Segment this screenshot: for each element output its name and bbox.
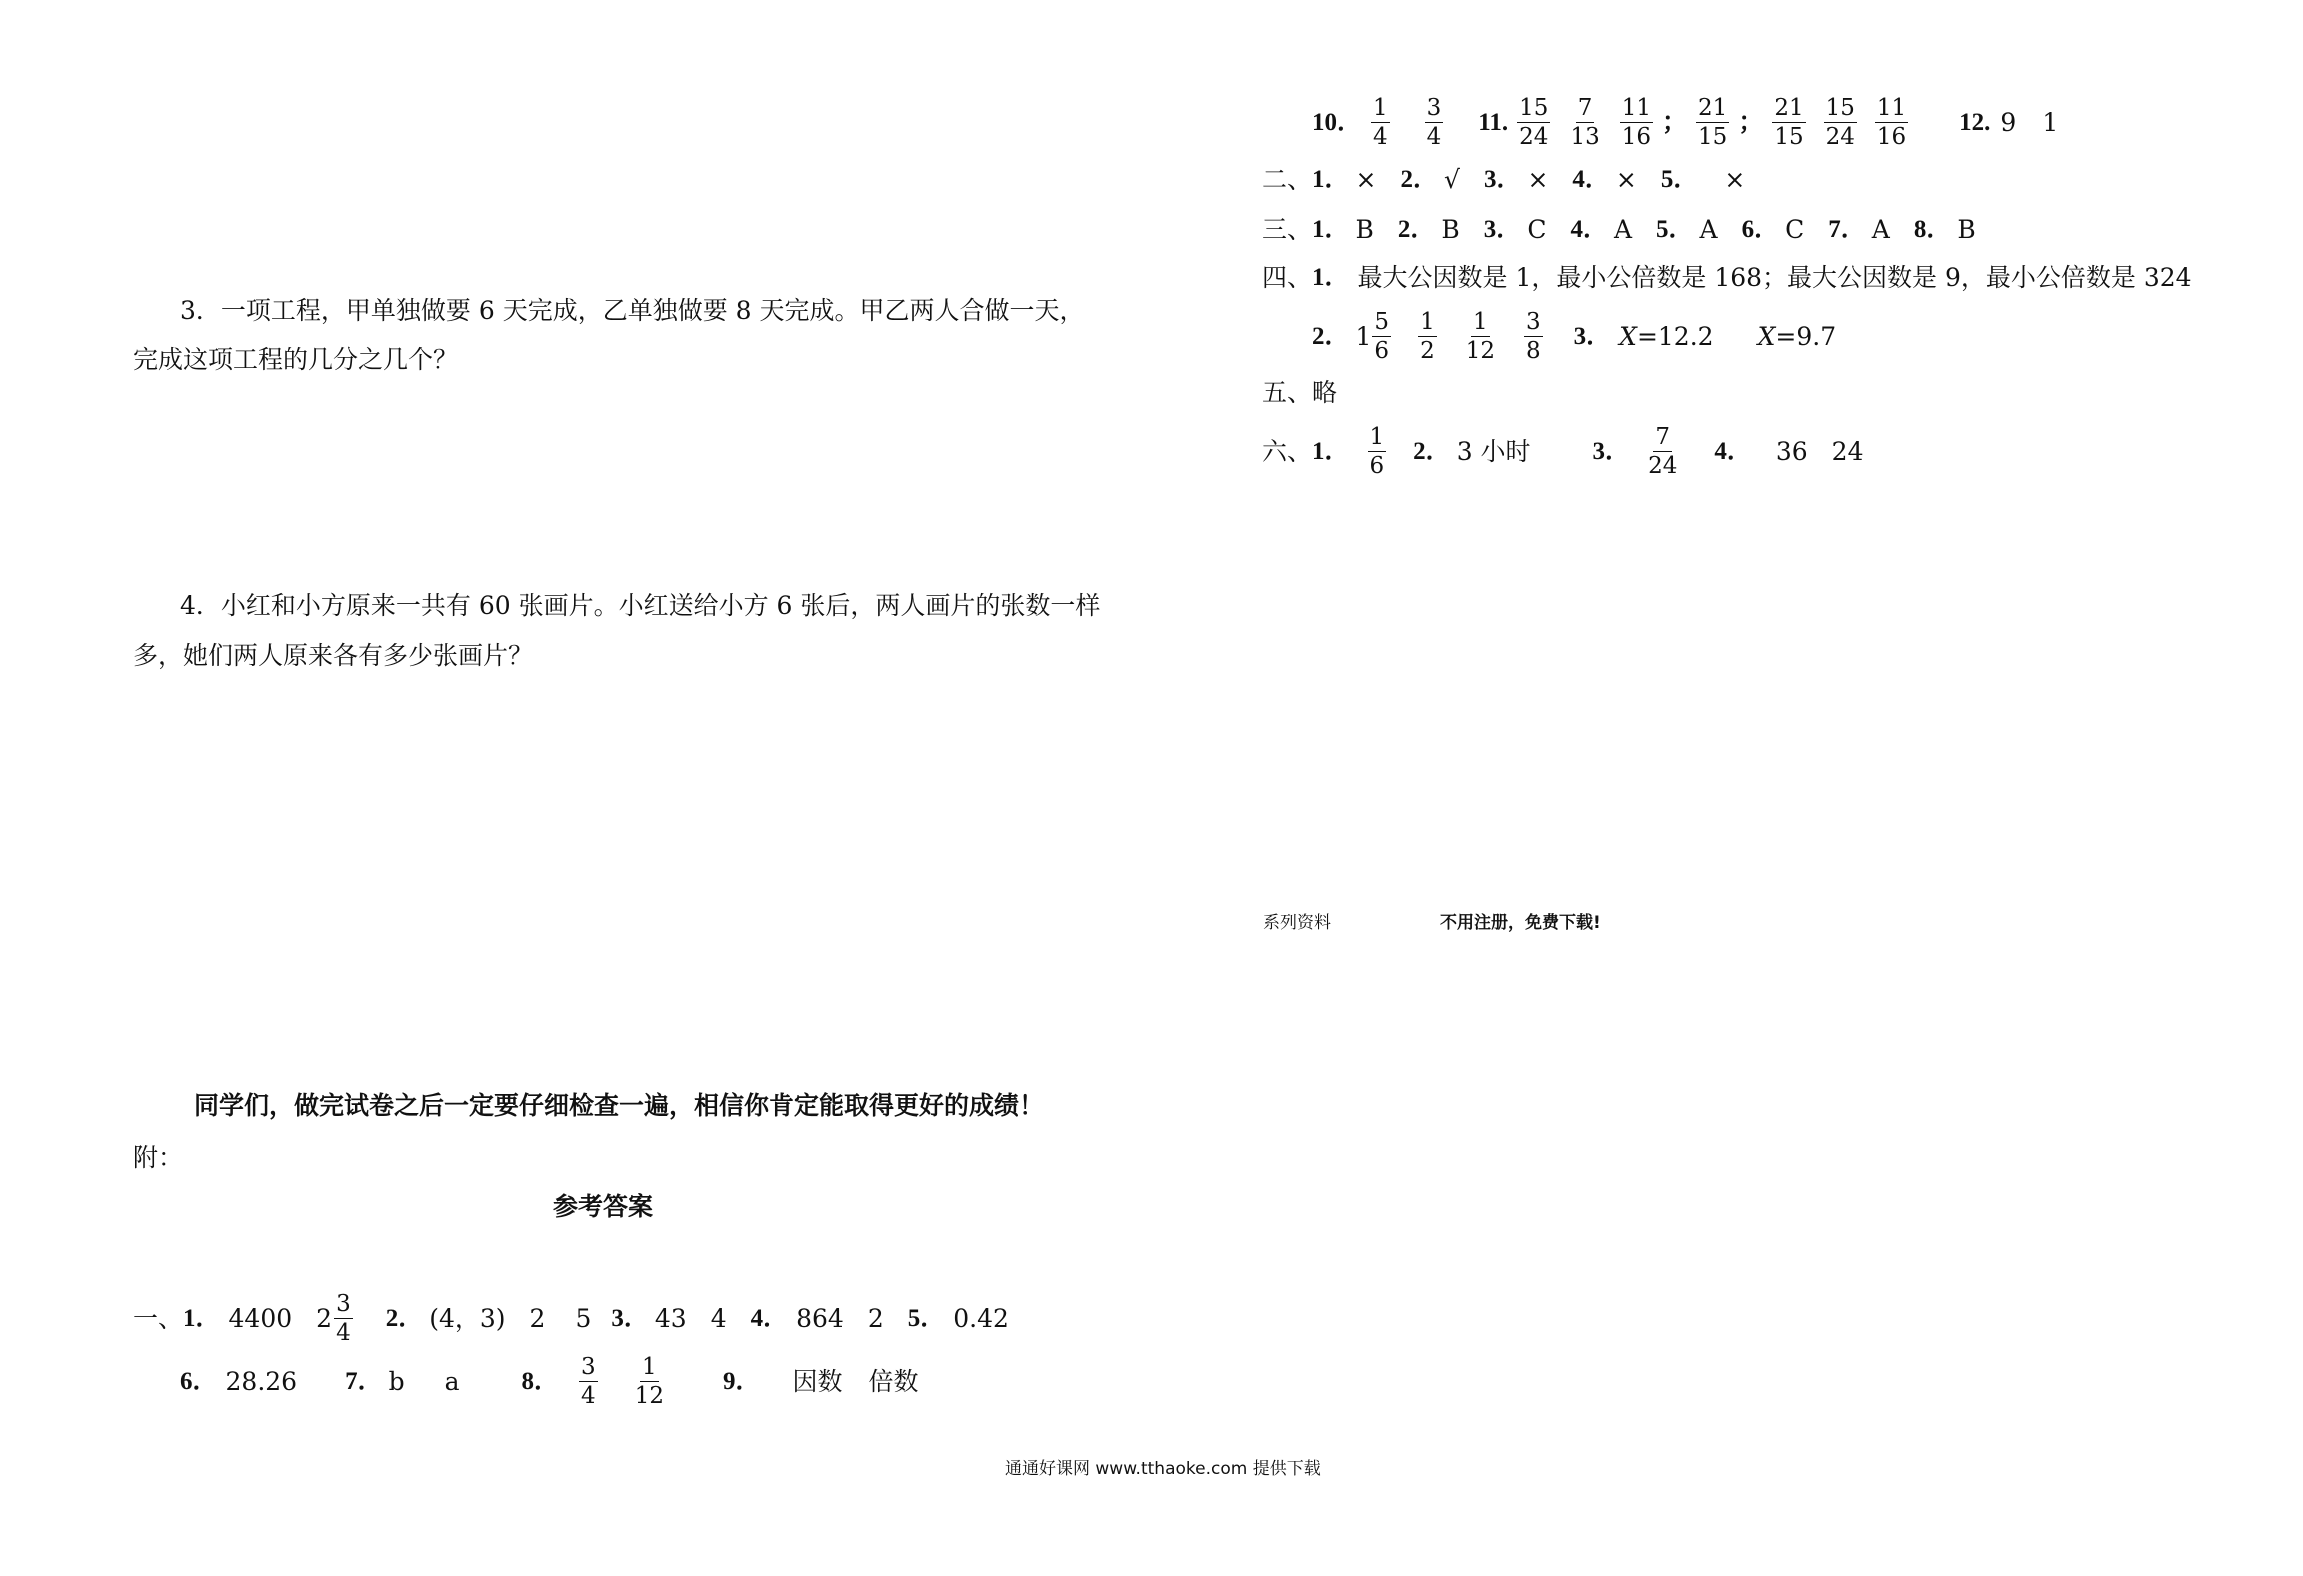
answer-value: A [1699,215,1718,244]
denominator: 12 [1465,338,1495,365]
fraction [1418,310,1437,363]
answer-value: 864 [796,1304,844,1334]
item-number: 2． [1400,166,1438,193]
answer-value: C [1527,215,1547,244]
item-number: 5． [1656,216,1694,243]
answer-section-6-row [1262,425,1863,478]
answer-section-2-row [1262,167,1745,192]
answer-value: 4 [710,1304,727,1334]
denominator: 4 [1426,124,1442,151]
numerator: 1 [1368,425,1387,452]
item-number: 11. [1478,109,1509,137]
separator: ； [1738,109,1764,137]
answer-key-title: 参考答案 [553,1192,654,1221]
denominator: 4 [1373,124,1388,151]
answer-value: 9 [2000,108,2017,138]
denominator: 8 [1525,338,1541,365]
denominator: 6 [1374,338,1390,365]
item-number: 6． [1741,216,1780,243]
numerator: 3 [1524,310,1543,337]
answer-value: × [1724,165,1746,194]
answer-value: 24 [1831,437,1864,467]
answer-value: 36 [1775,437,1808,467]
numerator: 1 [640,1355,659,1382]
fraction [1646,425,1679,478]
mixed-whole: 2 [316,1304,333,1334]
denominator: 4 [336,1320,351,1347]
answer-value: 43 [654,1304,687,1334]
answer-value: 3 小时 [1456,437,1531,467]
answer-value: 2 [867,1304,884,1334]
item-number: 3． [1573,323,1612,351]
answer-value: 4400 [228,1304,293,1334]
item-number: 1． [1312,438,1350,466]
numerator: 3 [579,1355,598,1382]
answer-section-1-row-2 [180,1355,919,1408]
numerator: 7 [1576,96,1595,123]
item-number: 10． [1312,109,1363,137]
series-label: 系列资料 [1263,913,1331,933]
item-number: 5． [907,1305,946,1333]
numerator: 7 [1653,425,1672,452]
fraction [1696,96,1729,149]
denominator: 13 [1570,124,1600,151]
numerator: 5 [1372,310,1391,337]
mixed-number [1356,310,1401,363]
question-4-line-2: 多，她们两人原来各有多少张画片？ [133,641,534,670]
numerator: 11 [1620,96,1653,123]
answer-value: 略 [1312,378,1338,407]
answer-value: 2 [529,1304,546,1334]
item-number: 12. [1959,109,1991,137]
question-3-line-2: 完成这项工程的几分之几个？ [133,345,459,374]
answer-section-1-row [133,1292,1009,1345]
denominator: 24 [1648,453,1678,480]
answer-value: A [1871,215,1890,244]
numerator: 21 [1696,96,1729,123]
answer-value: B [1441,215,1460,244]
answer-value: 1 [2042,108,2059,138]
item-number: 2． [1413,438,1451,466]
section-prefix: 三、 [1262,215,1313,244]
item-number: 1． [1312,216,1350,243]
fraction [334,1292,353,1345]
question-3-line-1: 3．一项工程，甲单独做要 6 天完成，乙单独做要 8 天完成。甲乙两人合做一天， [180,296,1085,325]
answer-section-3-row [1262,217,1976,242]
fraction [1772,96,1805,149]
section-prefix: 四、 [1262,263,1313,292]
denominator: 2 [1420,338,1435,365]
answer-value: (4，3) [429,1304,506,1334]
fraction [1875,96,1908,149]
answer-value: 最大公因数是 1，最小公倍数是 168；最大公因数是 9，最小公倍数是 324 [1357,263,2192,292]
answer-value: √ [1444,165,1460,194]
fraction [1425,96,1444,149]
numerator: 1 [1418,310,1437,337]
section-prefix: 一、 [133,1304,184,1334]
mixed-number [316,1292,362,1345]
answer-value: 倍数 [868,1367,919,1397]
item-number: 2． [1312,323,1350,351]
item-number: 5． [1660,166,1699,193]
answer-value: 因数 [792,1367,843,1397]
denominator: 24 [1825,124,1855,151]
item-number: 8． [1913,216,1952,243]
fraction [633,1355,666,1408]
item-number: 3． [1483,166,1522,193]
item-number: 4． [1572,166,1610,193]
answer-value: 5 [575,1304,592,1334]
fraction [1464,310,1497,363]
appendix-label: 附： [133,1143,184,1172]
footer-credit: 通通好课网 www.tthaoke.com 提供下载 [1005,1459,1321,1479]
item-number: 1． [1312,264,1350,291]
answer-value: × [1615,165,1637,194]
equation-variable: X [1619,322,1637,352]
denominator: 15 [1774,124,1804,151]
answer-value: a [444,1367,460,1397]
item-number: 4． [750,1305,789,1333]
numerator: 21 [1772,96,1805,123]
equation-variable: X [1757,322,1776,352]
fraction [1824,96,1857,149]
numerator: 3 [334,1292,353,1319]
item-number: 7． [345,1368,383,1396]
answer-value: B [1957,215,1976,244]
item-number: 1． [1312,166,1350,193]
item-number: 2． [1397,216,1436,243]
denominator: 6 [1369,453,1385,480]
free-download-note: 不用注册，免费下载! [1440,913,1601,933]
denominator: 16 [1621,124,1652,151]
answer-value: b [388,1367,405,1397]
item-number: 3． [1592,438,1631,466]
item-number: 6． [180,1368,218,1396]
denominator: 15 [1698,124,1728,151]
separator: ； [1662,109,1688,137]
answer-value: 28.26 [225,1367,298,1397]
question-4-line-1: 4．小红和小方原来一共有 60 张画片。小红送给小方 6 张后，两人画片的张数一样 [180,591,1101,620]
fraction [1368,425,1387,478]
item-number: 2． [385,1305,424,1333]
denominator: 16 [1876,124,1907,151]
fraction [1568,96,1601,149]
numerator: 1 [1471,310,1490,337]
item-number: 7． [1828,216,1866,243]
denominator: 24 [1519,124,1549,151]
answer-section-4-row [1262,265,2192,290]
numerator: 1 [1371,96,1390,123]
fraction [1517,96,1550,149]
answer-value: × [1355,165,1377,194]
encouragement-heading: 同学们，做完试卷之后一定要仔细检查一遍，相信你肯定能取得更好的成绩！ [194,1091,1045,1120]
fraction [1372,310,1391,363]
fraction [1524,310,1543,363]
fraction [1371,96,1390,149]
mixed-whole: 1 [1355,322,1372,352]
item-number: 1． [183,1305,221,1333]
item-number: 3． [611,1305,649,1333]
answer-value: 0.42 [953,1304,1009,1334]
denominator: 12 [634,1383,664,1410]
item-number: 4． [1570,216,1608,243]
section-prefix: 六、 [1262,437,1313,467]
section-prefix: 二、 [1262,165,1313,194]
answer-section-5-row [1262,380,1337,405]
equation-value: =9.7 [1775,322,1837,352]
answer-row-10-12 [1312,96,2058,149]
numerator: 15 [1824,96,1857,123]
numerator: 15 [1517,96,1550,123]
equation-value: =12.2 [1636,322,1714,352]
numerator: 3 [1425,96,1444,123]
denominator: 4 [581,1383,596,1410]
numerator: 11 [1875,96,1908,123]
fraction [1620,96,1653,149]
item-number: 9． [722,1368,761,1396]
section-prefix: 五、 [1262,378,1313,407]
answer-value: C [1785,215,1805,244]
answer-value: × [1527,165,1549,194]
answer-value: B [1355,215,1374,244]
fraction [579,1355,598,1408]
answer-section-4-row-2 [1312,310,1836,363]
item-number: 8． [521,1368,560,1396]
item-number: 4． [1714,438,1752,466]
item-number: 3． [1483,216,1522,243]
answer-value: A [1613,215,1633,244]
